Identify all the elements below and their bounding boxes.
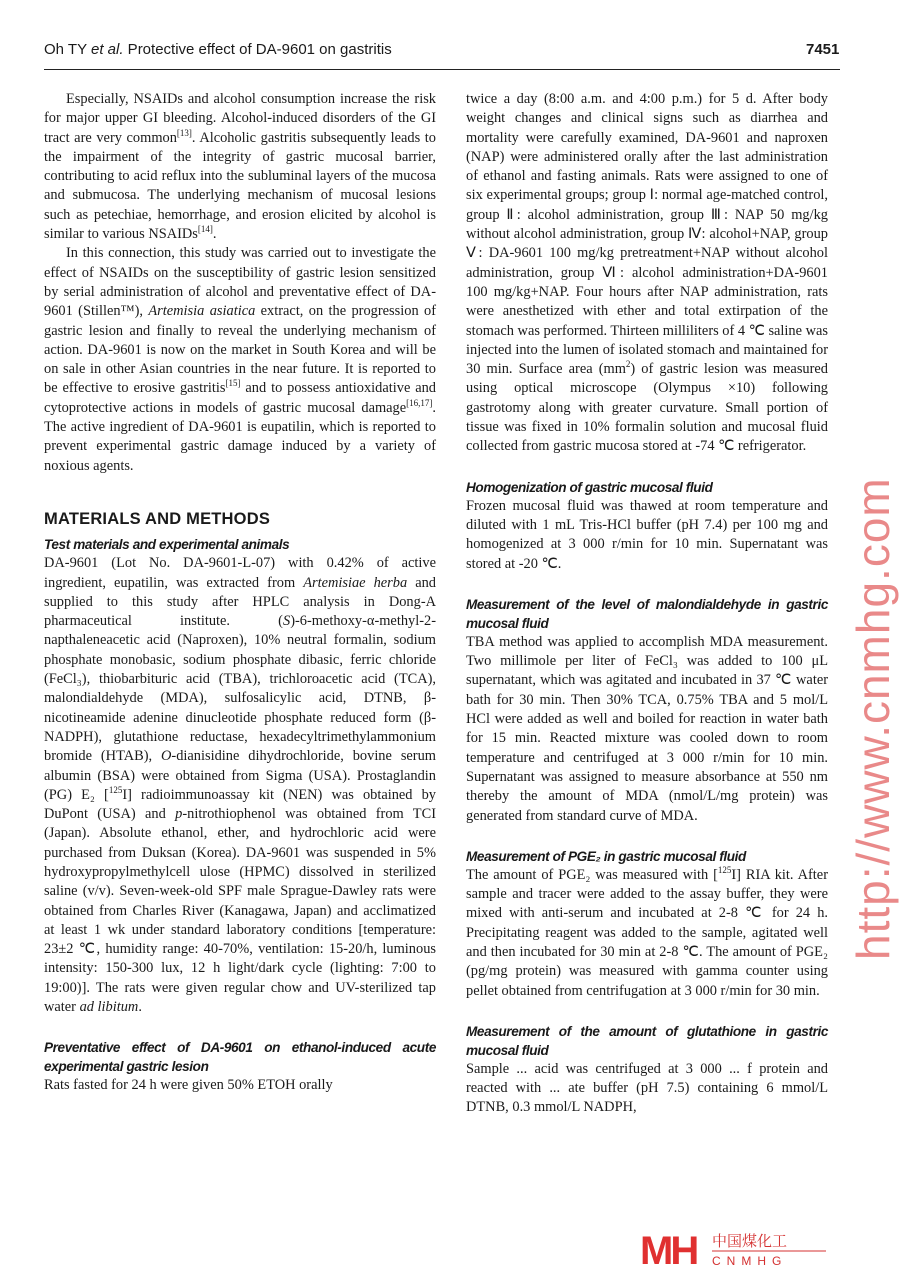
subsection-heading: Measurement of the level of malondialdehyde in gastric mucosal fluid: [466, 596, 828, 631]
text-run: . Alcoholic gastritis subsequently leads to the impairment of the integrity of gastric mucosal barrier, contributing to acid reflux into the subluminal layers of the mucosa and submucosa. The underlying mechanism of mucosal lesions such as petechiae, hemorrhage, and erosion elicited by alcohol is similar to various NSAIDs: [44, 129, 436, 243]
paragraph: [466, 866, 828, 1001]
publisher-logo: [640, 1230, 830, 1268]
header-rule: [44, 69, 840, 70]
right-column: [466, 90, 828, 1118]
section-gap: [466, 1001, 828, 1022]
subsection-heading: Homogenization of gastric mucosal fluid: [466, 479, 713, 495]
superscript: [16,17]: [406, 397, 433, 408]
subsection-heading: Test materials and experimental animals: [44, 537, 290, 553]
running-head-title: Protective effect of DA-9601 on gastritis: [123, 41, 392, 58]
text-run: TBA method was applied to accomplish MDA measurement. Two millimole per liter of FeCl₃ was added to 100 μL supernatant, which was agitated and incubated in 37 ℃ water bath for 30 min. Then 30% TCA, 0.75% TBA and 5 mol/L HCl were added as well and boiled for reaction in water bath for 15 min. Reacted mixture was cooled down to room temperature and centrifuged at 3 000 r/min for 10 min. Supernatant was assigned to measure absorbance at 550 nm thereby the amount of MDA (nmol/L/mg protein) was generated from standard curve of MDA.: [466, 633, 828, 824]
superscript: 2: [625, 359, 631, 370]
italic-text: Artemisiae herba: [303, 574, 408, 591]
left-column: [44, 90, 436, 1096]
text-run: .: [212, 226, 217, 243]
text-run: and to possess antioxidative and cytoprotective actions in models of gastric mucosal damage: [44, 380, 437, 416]
paragraph: [466, 90, 828, 457]
superscript: 125: [108, 784, 123, 795]
section-gap: [466, 457, 828, 478]
text-run: . The active ingredient of DA-9601 is eupatilin, which is reported to prevent experimental gastric damage induced by a variety of noxious agents.: [44, 399, 436, 474]
paragraph: [466, 497, 828, 574]
running-head-etal: et al.: [90, 41, 124, 58]
paragraph: [44, 1076, 436, 1095]
section-gap: [44, 1017, 436, 1038]
section-heading: MATERIALS AND METHODS: [44, 509, 271, 528]
italic-text: S: [282, 613, 291, 630]
watermark: http://www.cnmhg.com: [847, 477, 899, 960]
italic-text: O: [161, 748, 172, 765]
superscript: [14]: [197, 224, 213, 235]
text-run: twice a day (8:00 a.m. and 4:00 p.m.) for 5 d. After body weight changes and clinical signs such as diarrhea and mortality were carefully examined, DA-9601 and naproxen (NAP) were administered orally after the last administration of ethanol and fasting animals. Rats were assigned to one of six experimental groups; group Ⅰ: normal age-matched control, group Ⅱ: alcohol administration, group Ⅲ: NAP 50 mg/kg without alcohol administration, group Ⅳ: alcohol+NAP, group Ⅴ: DA-9601 100 mg/kg pretreatment+NAP without alcohol administration, group Ⅵ: alcohol administration+DA-9601 100 mg/kg+NAP. Four hours after NAP administration, rats were anesthetized with ether and total extirpation of the stomach was performed. Thirteen milliliters of 4 ℃ saline was injected into the lumen of isolated stomach and maintained for 30 min. Surface area (mm: [466, 91, 828, 378]
running-head-authors: Oh TY: [44, 41, 91, 58]
text-run: -nitrothiophenol was obtained from TCI (Japan). Absolute ethanol, ether, and hydrochloric acid were purchased from Duksan (Korea). DA-9601 was suspended in 5% hydroxypropylmethylcell ulose (HPMC) dissolved in sterilized saline (v/v). Seven-week-old SPF male Sprague-Dawley rats were obtained from Charles River (Kanagawa, Japan) and acclimatized at least 1 wk under standard laboratory conditions [temperature: 23±2 ℃, humidity range: 40-70%, ventilation: 15-20/h, luminous intensity: 150-300 lux, 12 h light/dark cycle (lighting: 7:00 to 19:00)]. The rats were given regular chow and UV-sterilized tap water: [44, 806, 436, 1016]
text-run: Frozen mucosal fluid was thawed at room temperature and diluted with 1 mL Tris-HCl buffer (pH 7.4) per 100 mg and homogenized at 3 000 r/min for 10 min. Supernatant was stored at -20 ℃.: [466, 497, 828, 572]
text-run: )-6-methoxy-α-methyl-2-napthaleneacetic acid (Naproxen), 10% neutral formalin, sodium phosphate monobasic, sodium phosphate dibasic, ferric chloride (FeCl₃), thiobarbituric acid (TBA), trichloroacetic acid (TCA), malondialdehyde (MDA), sulfosalicylic acid, DTNB, β-nicotineamide adenine dinucleotide phosphate reduced form (β-NADPH), glutathione reductase, hexadecyltrimethylammonium bromide (HTAB),: [44, 613, 436, 765]
paragraph: [44, 90, 436, 244]
text-run: and supplied to this study after HPLC analysis in Dong-A pharmaceutical institute. (: [44, 574, 436, 630]
text-run: .: [138, 999, 142, 1016]
subsection-heading: Measurement of PGE₂ in gastric mucosal fluid: [466, 848, 746, 864]
text-run: -dianisidine dihydrochloride, bovine serum albumin (BSA) were obtained from Sigma (USA). Prostaglandin (PG) E₂ [: [44, 748, 436, 803]
text-run: ) of gastric lesion was measured using optical microscope (Olympus ×10) following gastrotomy along with greater curvature. Small portion of tissue was fixed in 10% formalin solution and mucosal fluid collected from gastric mucosa stored at -74 ℃ refrigerator.: [466, 361, 828, 455]
paragraph: [466, 1060, 828, 1118]
superscript: [15]: [225, 378, 241, 389]
paragraph: [466, 633, 828, 826]
text-run: extract, on the progression of gastric lesion and finally to reveal the underlying mechanism of action. DA-9601 is now on the market in South Korea and will be on sale in other Asian countries in the near future. It is reported to be effective to erosive gastritis: [44, 303, 436, 397]
running-head: [44, 41, 392, 58]
superscript: 125: [717, 864, 732, 875]
logo-mark: MH: [640, 1230, 697, 1268]
paragraph: [44, 244, 436, 476]
logo-latin: CNMHG: [712, 1254, 788, 1268]
text-run: Especially, NSAIDs and alcohol consumption increase the risk for major upper GI bleeding. Alcohol-induced disorders of the GI tract are very common: [44, 91, 436, 146]
italic-text: p: [175, 806, 183, 823]
text-run: Sample ... acid was centrifuged at 3 000 ... f protein and reacted with ... ate buffer (pH 7.5) containing 6 mmol/L DTNB, 0.3 mmol/L NADPH,: [466, 1060, 828, 1116]
text-run: DA-9601 (Lot No. DA-9601-L-07) with 0.42% of active ingredient, eupatilin, was extracted from: [44, 555, 436, 591]
section-gap: [466, 826, 828, 847]
text-run: Rats fasted for 24 h were given 50% ETOH orally: [44, 1077, 333, 1094]
subsection-heading: Measurement of the amount of glutathione in gastric mucosal fluid: [466, 1023, 828, 1058]
subsection-heading: Preventative effect of DA-9601 on ethanol-induced acute experimental gastric lesion: [44, 1040, 436, 1075]
logo-chinese: 中国煤化工: [712, 1234, 788, 1250]
page-number: 7451: [806, 41, 840, 58]
text-run: The amount of PGE₂ was measured with [: [466, 866, 718, 883]
text-run: I] radioimmunoassay kit (NEN) was obtained by DuPont (USA) and: [44, 786, 436, 823]
text-run: I] RIA kit. After sample and tracer were added to the assay buffer, they were mixed with anti-serum and incubated at 2-8 ℃ for 24 h. Precipitating reagent was added to the sample, agitated well and then incubated for 30 min at 2-8 ℃. The amount of PGE₂ (pg/mg protein) was measured with gamma counter using pellet obtained from centrifugation at 3 000 r/min for 30 min.: [466, 866, 828, 999]
text-run: In this connection, this study was carried out to investigate the effect of NSAIDs on the susceptibility of gastric lesion sensitized by serial administration of alcohol and preventative effect of DA-9601 (Stillen™),: [44, 245, 436, 320]
superscript: [13]: [176, 127, 192, 138]
italic-text: Artemisia asiatica: [148, 303, 256, 320]
paragraph: [44, 554, 436, 1017]
section-gap: [466, 574, 828, 595]
italic-text: ad libitum: [79, 999, 139, 1016]
